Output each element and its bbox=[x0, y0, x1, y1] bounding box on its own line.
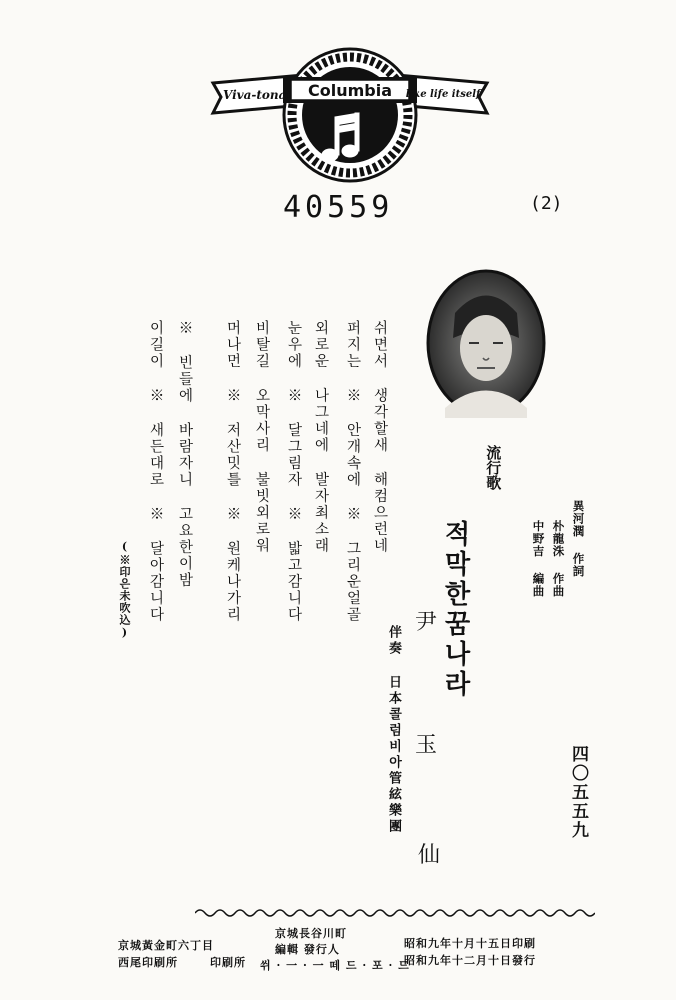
side-number: (2) bbox=[530, 193, 563, 214]
composer-credit: 朴龍洙 作曲 bbox=[551, 520, 566, 598]
arranger-credit: 中野吉 編曲 bbox=[531, 520, 546, 598]
printer-address: 京城黃金町六丁目 bbox=[118, 939, 214, 952]
lyric-line-2: 퍼지는 ※ 안개속에 ※ 그리운얼골 bbox=[344, 320, 361, 623]
genre-label: 流行歌 bbox=[484, 445, 503, 490]
brand-text: Columbia bbox=[307, 81, 393, 100]
song-title: 적막한꿈나라 bbox=[440, 520, 470, 700]
wavy-divider bbox=[195, 905, 595, 921]
publisher-address: 京城長谷川町 bbox=[275, 927, 347, 940]
lyric-line-3: 외로운 나그네에 발자최소래 bbox=[312, 320, 329, 554]
lyricist-credit: 異河潤 作詞 bbox=[571, 500, 586, 578]
lyric-line-7: ※ 빈들에 바람자니 고요한이밤 bbox=[176, 320, 193, 589]
lyric-line-4: 눈우에 ※ 달그림자 ※ 밟고감니다 bbox=[285, 320, 302, 623]
printer-role: 印刷所 bbox=[210, 956, 246, 969]
banner-left-text: Viva-tonal bbox=[223, 88, 291, 102]
artist-char-1: 尹 bbox=[415, 610, 438, 635]
unrecorded-note: (※印은未吹込) bbox=[118, 540, 131, 640]
catalog-number-kanji: 四〇五五九 bbox=[568, 745, 588, 840]
lyric-line-6: 머나먼 ※ 저산밋틀 ※ 원케나가리 bbox=[224, 320, 241, 623]
publisher-role: 編輯 發行人 bbox=[275, 943, 340, 956]
accompaniment: 伴奏 日本콜럼비아管絃樂團 bbox=[386, 625, 401, 835]
banner-right-text: like life itself bbox=[405, 89, 481, 100]
artist-char-2: 玉 bbox=[415, 733, 438, 758]
catalog-number: 40559 bbox=[283, 190, 394, 225]
issue-date: 昭和九年十二月十日發行 bbox=[404, 954, 536, 967]
lyric-line-5: 비탈길 오막사리 불빗외로워 bbox=[253, 320, 270, 554]
singer-portrait bbox=[425, 268, 547, 418]
columbia-logo bbox=[205, 45, 495, 185]
lyric-line-1: 쉬면서 생각할새 해컴으런네 bbox=[371, 320, 388, 554]
printer-name: 西尾印刷所 bbox=[118, 956, 178, 969]
publisher-name: 쒸 · 一 · 一 떼 드 · 포 · 드 bbox=[260, 959, 410, 972]
printing-date: 昭和九年十月十五日印刷 bbox=[404, 937, 536, 950]
artist-char-3: 仙 bbox=[418, 843, 441, 868]
lyric-line-8: 이길이 ※ 새든대로 ※ 달아감니다 bbox=[147, 320, 164, 623]
